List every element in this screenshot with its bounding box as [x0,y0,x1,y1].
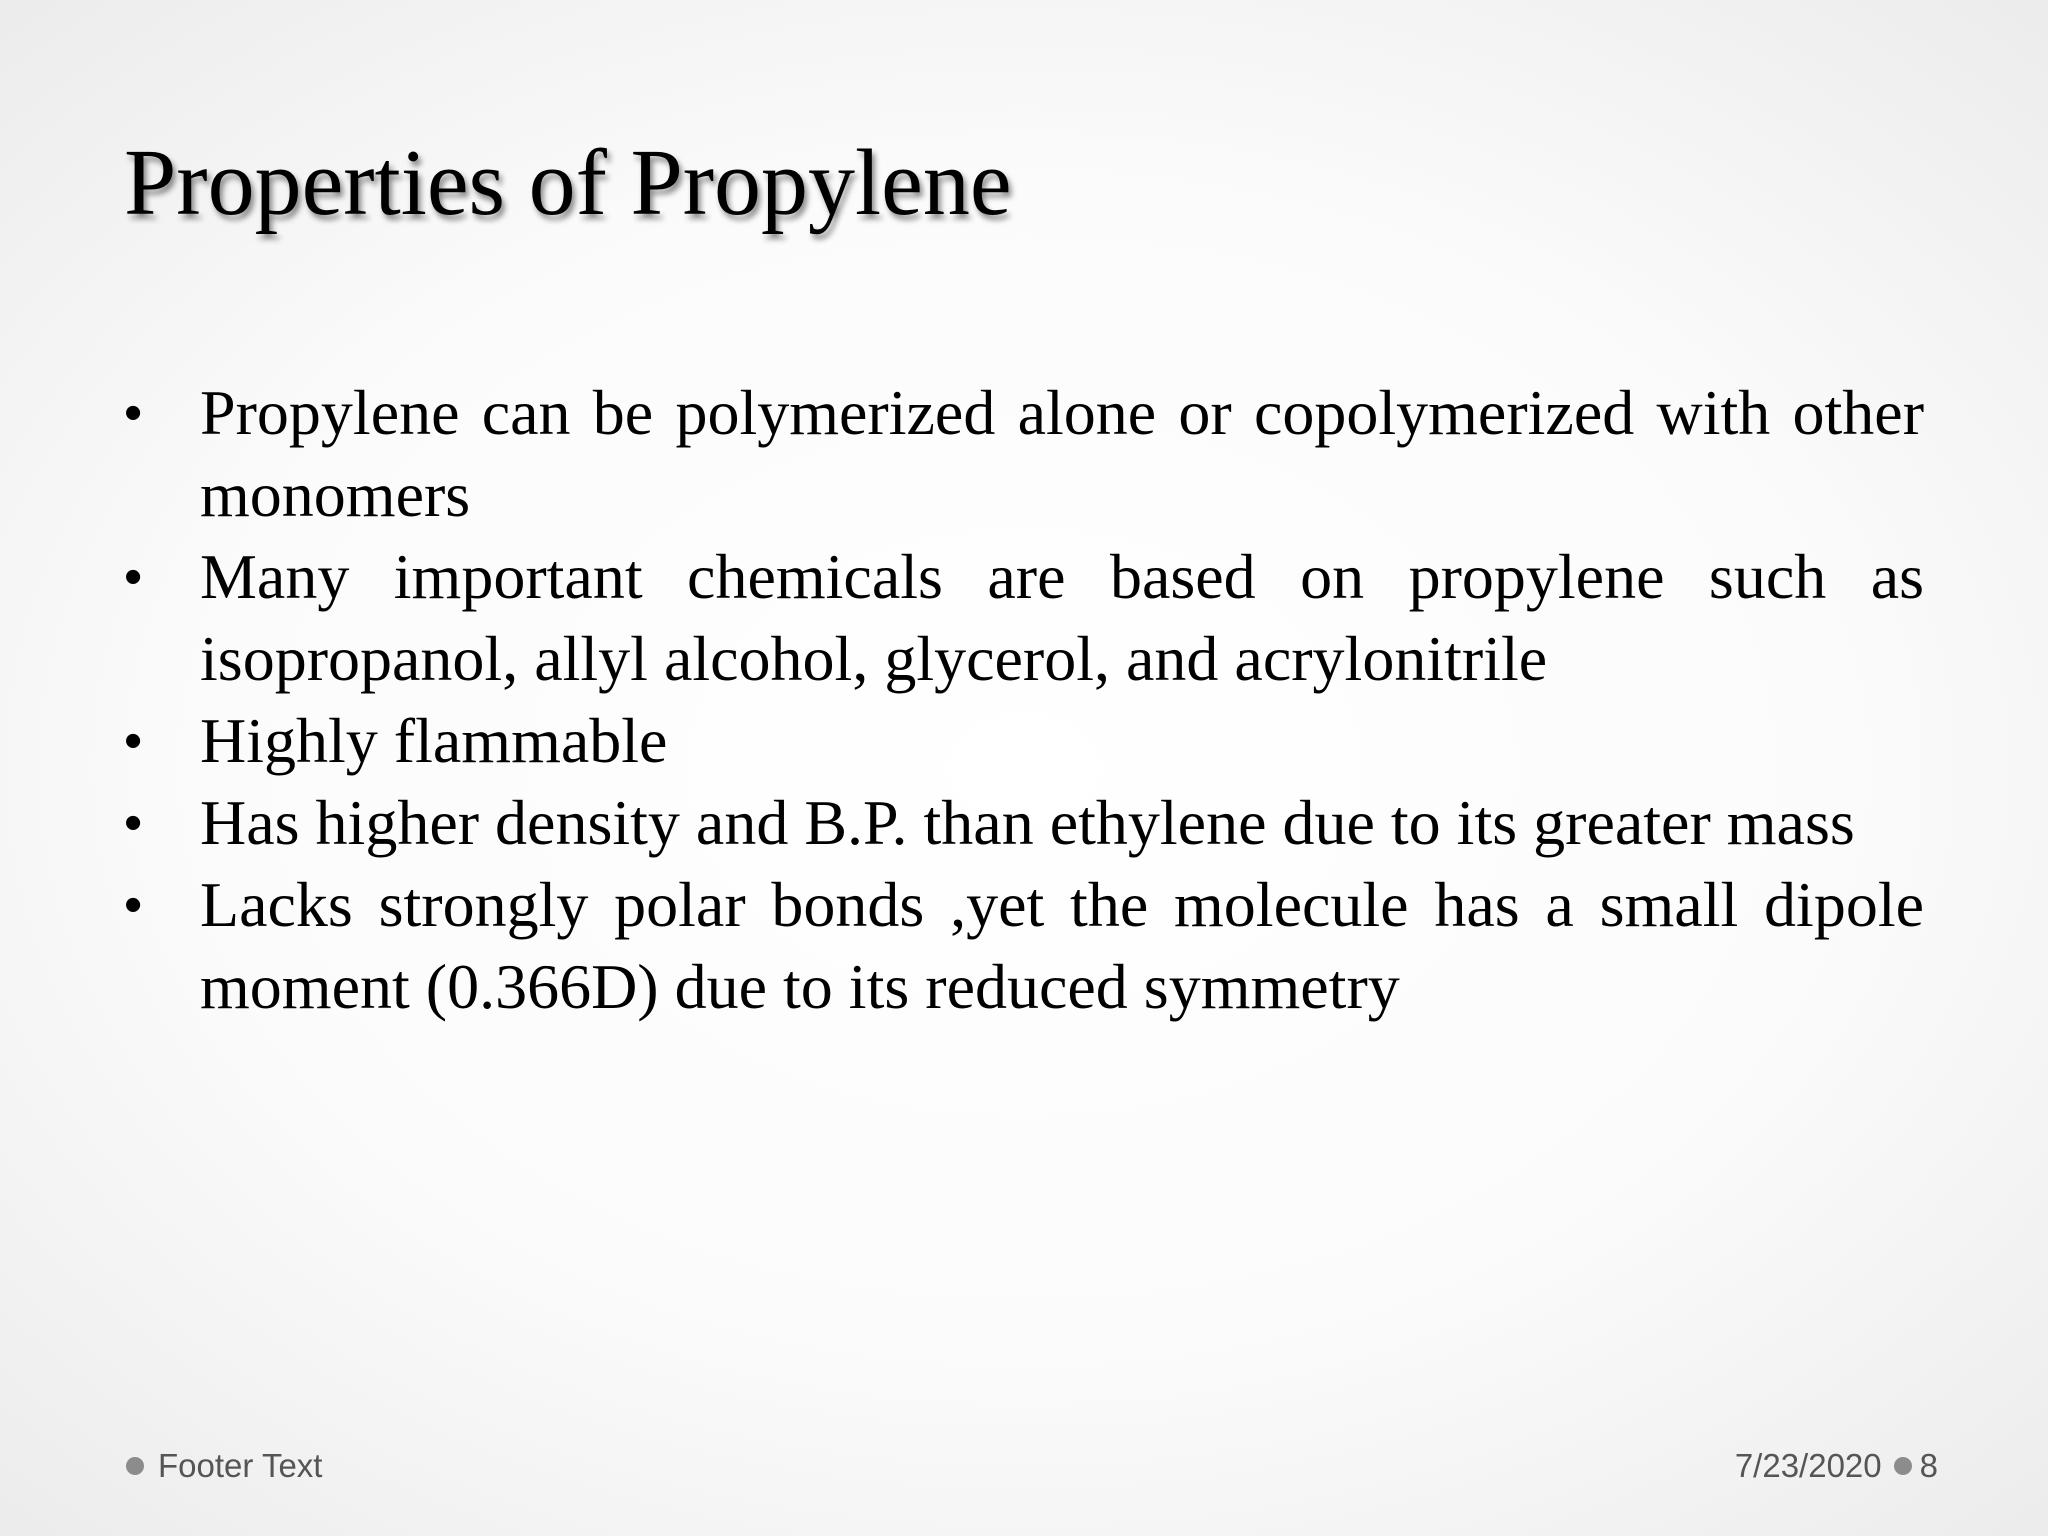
bullet-item [124,782,1924,864]
bullet-marker: • [124,712,143,770]
bullet-text: Lacks strongly polar bonds ,yet the molecule has a small dipole moment (0.366D) due to its reduced symmetry [200,869,1924,1022]
footer-left [126,1446,322,1486]
bullet-text: Has higher density and B.P. than ethylene due to its greater mass [200,787,1855,858]
slide-title: Properties of Propylene [124,131,1012,235]
bullet-item [124,372,1924,536]
bullet-item [124,864,1924,1028]
bullet-marker: • [124,876,143,934]
bullet-marker: • [124,548,143,606]
footer-date: 7/23/2020 [1734,1447,1882,1484]
footer-dot-icon [1894,1457,1912,1475]
bullet-item [124,536,1924,700]
bullet-marker: • [124,384,143,442]
bullet-list [124,372,1924,1028]
footer-right [1735,1446,1938,1486]
footer-dot-icon [126,1457,144,1475]
bullet-text: Many important chemicals are based on propylene such as isopropanol, allyl alcohol, glycerol, and acrylonitrile [200,541,1924,694]
bullet-item [124,700,1924,782]
bullet-marker: • [124,794,143,852]
bullet-text: Highly flammable [200,705,668,776]
slide-number: 8 [1919,1447,1938,1484]
bullet-text: Propylene can be polymerized alone or copolymerized with other monomers [200,377,1924,530]
footer-text: Footer Text [158,1447,323,1484]
